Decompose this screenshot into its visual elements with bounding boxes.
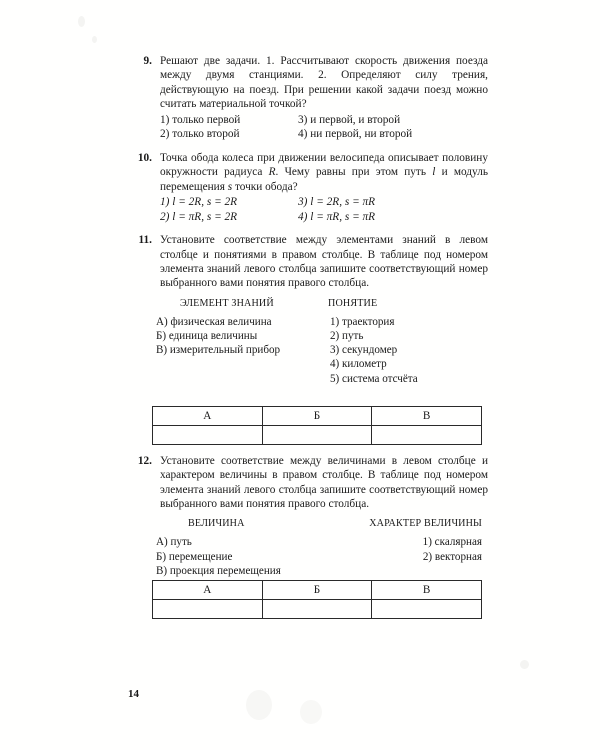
left-column-items xyxy=(156,315,280,358)
question-12-answer-table-wrap xyxy=(128,580,488,619)
left-column-header: ВЕЛИЧИНА xyxy=(188,518,245,530)
question-10-text-part3: и модуль перемещения xyxy=(160,166,488,193)
option-row xyxy=(160,113,488,128)
list-item[interactable]: 2) векторная xyxy=(422,550,482,563)
answer-header-b: Б xyxy=(262,406,372,425)
list-item[interactable]: 1) скалярная xyxy=(422,536,482,549)
question-12-text: Установите соответствие между величинами в левом столбце и характером величины в правом столбце. В таблице под номером элемента знаний левого столбца запишите соответствующий номер выбранного вами понятия правого столбца. xyxy=(160,454,488,511)
question-10-text xyxy=(160,151,488,194)
question-10-text-part1: Точка обода колеса при движении велосипеда описывает половину окружности радиуса xyxy=(160,151,488,179)
left-column-header: ЭЛЕМЕНТ ЗНАНИЙ xyxy=(180,297,274,309)
answer-header-b: Б xyxy=(262,581,372,600)
question-9 xyxy=(128,54,488,142)
question-12 xyxy=(128,454,488,620)
list-item[interactable]: 3) секундомер xyxy=(330,344,398,357)
table-row xyxy=(153,425,482,444)
option-2[interactable]: 2) только второй xyxy=(160,128,240,141)
option-4[interactable]: 4) l = πR, s = πR xyxy=(298,210,376,223)
question-9-options xyxy=(160,113,488,142)
exercise-list xyxy=(128,54,488,628)
answer-table xyxy=(152,580,482,619)
question-9-text: Решают две задачи. 1. Рассчитывают скорость движения поезда между двумя станциями. 2. Определяют силу трения, действующую на поезд. При решении какой задачи поезд можно считать материальной точкой? xyxy=(160,55,488,111)
question-10-number: 10. xyxy=(137,151,152,164)
option-3[interactable]: 3) l = 2R, s = πR xyxy=(298,196,376,209)
question-10-text-part4: точки обода? xyxy=(232,180,298,193)
question-12-match-columns xyxy=(128,518,488,576)
question-11-match-columns xyxy=(128,298,488,402)
answer-cell-v[interactable] xyxy=(372,425,482,444)
list-item[interactable]: 4) километр xyxy=(330,358,387,371)
question-10-text-part2: . Чему равны при этом путь xyxy=(275,166,433,179)
list-item[interactable]: В) проекция перемещения xyxy=(156,564,281,577)
answer-header-v: В xyxy=(372,581,482,600)
option-1[interactable]: 1) только первой xyxy=(160,113,241,126)
list-item[interactable]: А) путь xyxy=(156,536,192,549)
table-row xyxy=(153,600,482,619)
answer-table xyxy=(152,406,482,445)
option-4[interactable]: 4) ни первой, ни второй xyxy=(298,128,413,141)
right-column-items xyxy=(330,315,418,386)
list-item[interactable]: Б) единица величины xyxy=(156,330,258,343)
page-number: 14 xyxy=(128,688,139,700)
option-row xyxy=(160,127,488,142)
list-item[interactable]: А) физическая величина xyxy=(156,315,272,328)
option-row xyxy=(160,195,488,210)
list-item[interactable]: В) измерительный прибор xyxy=(156,344,281,357)
question-11 xyxy=(128,233,488,445)
option-2[interactable]: 2) l = πR, s = 2R xyxy=(160,210,238,223)
answer-cell-b[interactable] xyxy=(262,425,372,444)
answer-cell-a[interactable] xyxy=(153,600,263,619)
answer-header-a: А xyxy=(153,581,263,600)
option-row xyxy=(160,210,488,225)
answer-cell-a[interactable] xyxy=(153,425,263,444)
question-11-number: 11. xyxy=(138,234,152,247)
answer-cell-v[interactable] xyxy=(372,600,482,619)
option-3[interactable]: 3) и первой, и второй xyxy=(298,113,401,126)
list-item[interactable]: 2) путь xyxy=(330,330,364,343)
question-10 xyxy=(128,151,488,224)
answer-cell-b[interactable] xyxy=(262,600,372,619)
question-10-options xyxy=(160,195,488,224)
right-column-items xyxy=(310,535,482,563)
answer-header-v: В xyxy=(372,406,482,425)
question-11-answer-table-wrap xyxy=(128,406,488,445)
math-symbol-l: l xyxy=(432,166,436,179)
list-item[interactable]: 1) траектория xyxy=(330,315,395,328)
question-11-text: Установите соответствие между элементами знаний в левом столбце и понятиями в правом столбце. В таблице под номером элемента знаний левого столбца запишите соответствующий номер выбранного вами понятия правого столбца. xyxy=(160,234,488,290)
right-column-header: ПОНЯТИЕ xyxy=(328,297,378,309)
right-column-header: ХАРАКТЕР ВЕЛИЧИНЫ xyxy=(369,518,482,530)
list-item[interactable]: 5) система отсчёта xyxy=(330,372,418,385)
table-row xyxy=(153,581,482,600)
math-symbol-R: R xyxy=(268,166,276,179)
list-item[interactable]: Б) перемещение xyxy=(156,550,233,563)
question-12-number: 12. xyxy=(137,454,152,467)
math-symbol-s: s xyxy=(227,180,233,193)
option-1[interactable]: 1) l = 2R, s = 2R xyxy=(160,196,238,209)
left-column-items xyxy=(156,535,281,578)
answer-header-a: А xyxy=(153,406,263,425)
table-row xyxy=(153,406,482,425)
question-9-number: 9. xyxy=(143,55,152,67)
